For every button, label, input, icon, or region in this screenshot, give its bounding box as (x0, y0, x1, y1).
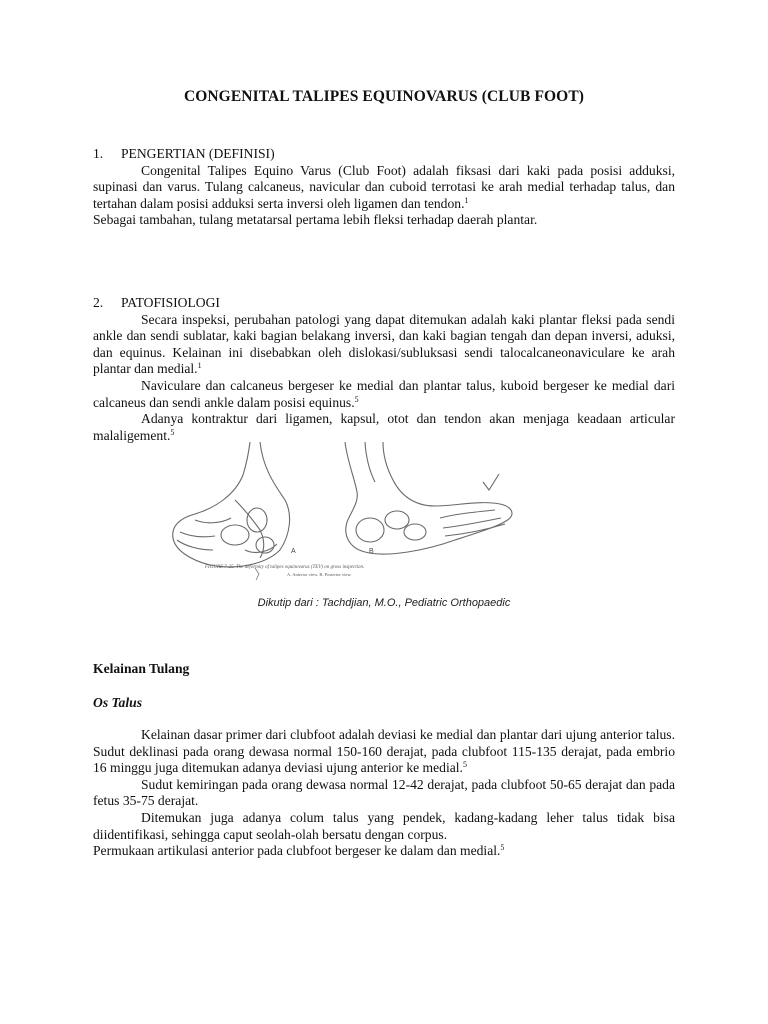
paragraph: Naviculare dan calcaneus bergeser ke medial dan plantar talus, kuboid bergeser ke medial dari calcaneus dan sendi ankle dalam posisi equinus.$^5$ (93, 377, 675, 410)
clubfoot-figure (165, 440, 515, 585)
section-heading (93, 146, 675, 163)
foot-b-drawing (345, 442, 512, 554)
section-heading (93, 295, 675, 312)
footnote-ref: 5 (170, 427, 175, 437)
section-os-talus (93, 727, 675, 860)
section-title: PENGERTIAN (DEFINISI) (121, 146, 275, 161)
figure-label-b: B (369, 548, 374, 555)
paragraph: Congenital Talipes Equino Varus (Club Foot) adalah fiksasi dari kaki pada posisi adduksi, supinasi dan varus. Tulang calcaneus, navicular dan cuboid terrotasi ke arah medial terhadap talus, dan tertahan dalam posisi adduksi serta inversi oleh ligamen dan tendon.$^1$ (93, 162, 675, 211)
paragraph: Sudut kemiringan pada orang dewasa normal 12-42 derajat, pada clubfoot 50-65 derajat dan pada fetus 35-75 derajat. (93, 776, 675, 809)
footnote-ref: 1 (464, 195, 469, 205)
figure-inner-caption: FIGURE 7-25. The deformity of talipes equinovarus (TEV) on gross inspection. (205, 565, 365, 570)
paragraph: Secara inspeksi, perubahan patologi yang dapat ditemukan adalah kaki plantar fleksi pada sendi ankle dan sendi sublatar, kaki bagian belakang inversi, dan kaki bagian tengah dan depan inversi, aduksi, dan equinus. Kelainan ini disebabkan oleh dislokasi/subluksasi sendi talocalcaneonaviculare ke arah plantar dan medial.$^1$ (93, 311, 675, 377)
figure-inner-subcaption: A. Anterior view. B. Posterior view. (287, 572, 352, 577)
paragraph: Sebagai tambahan, tulang metatarsal pertama lebih fleksi terhadap daerah plantar. (93, 212, 538, 228)
subsection-subheading: Os Talus (93, 695, 142, 710)
footnote-ref: 5 (500, 843, 505, 853)
figure-caption: Dikutip dari : Tachdjian, M.O., Pediatric Orthopaedic (257, 597, 511, 609)
section-number: 1. (93, 146, 104, 161)
section-definition (93, 146, 675, 229)
subsection-heading: Kelainan Tulang (93, 661, 190, 676)
section-pathophysiology (93, 295, 675, 444)
figure-label-a: A (291, 548, 296, 555)
footnote-ref: 5 (462, 760, 467, 770)
paragraph: Ditemukan juga adanya colum talus yang pendek, kadang-kadang leher talus tidak bisa diidentifikasi, sehingga caput seolah-olah bersatu dengan corpus. (93, 809, 675, 842)
footnote-ref: 1 (197, 361, 202, 371)
paragraph: Kelainan dasar primer dari clubfoot adalah deviasi ke medial dan plantar dari ujung anterior talus. Sudut deklinasi pada orang dewasa normal 150-160 derajat, pada clubfoot 115-135 derajat, pada embrio 16 minggu juga ditemukan adanya deviasi ujung anterior ke medial.$^5$ (93, 727, 675, 776)
section-number: 2. (93, 295, 104, 310)
document-title: CONGENITAL TALIPES EQUINOVARUS (CLUB FOOT) (183, 88, 585, 105)
paragraph: Adanya kontraktur dari ligamen, kapsul, otot dan tendon akan menjaga keadaan articular malaligement.$^5$ (93, 411, 675, 443)
footnote-ref: 5 (354, 394, 359, 404)
section-title: PATOFISIOLOGI (121, 295, 220, 310)
paragraph: Permukaan artikulasi anterior pada clubfoot bergeser ke dalam dan medial.$^5$ (93, 843, 505, 859)
